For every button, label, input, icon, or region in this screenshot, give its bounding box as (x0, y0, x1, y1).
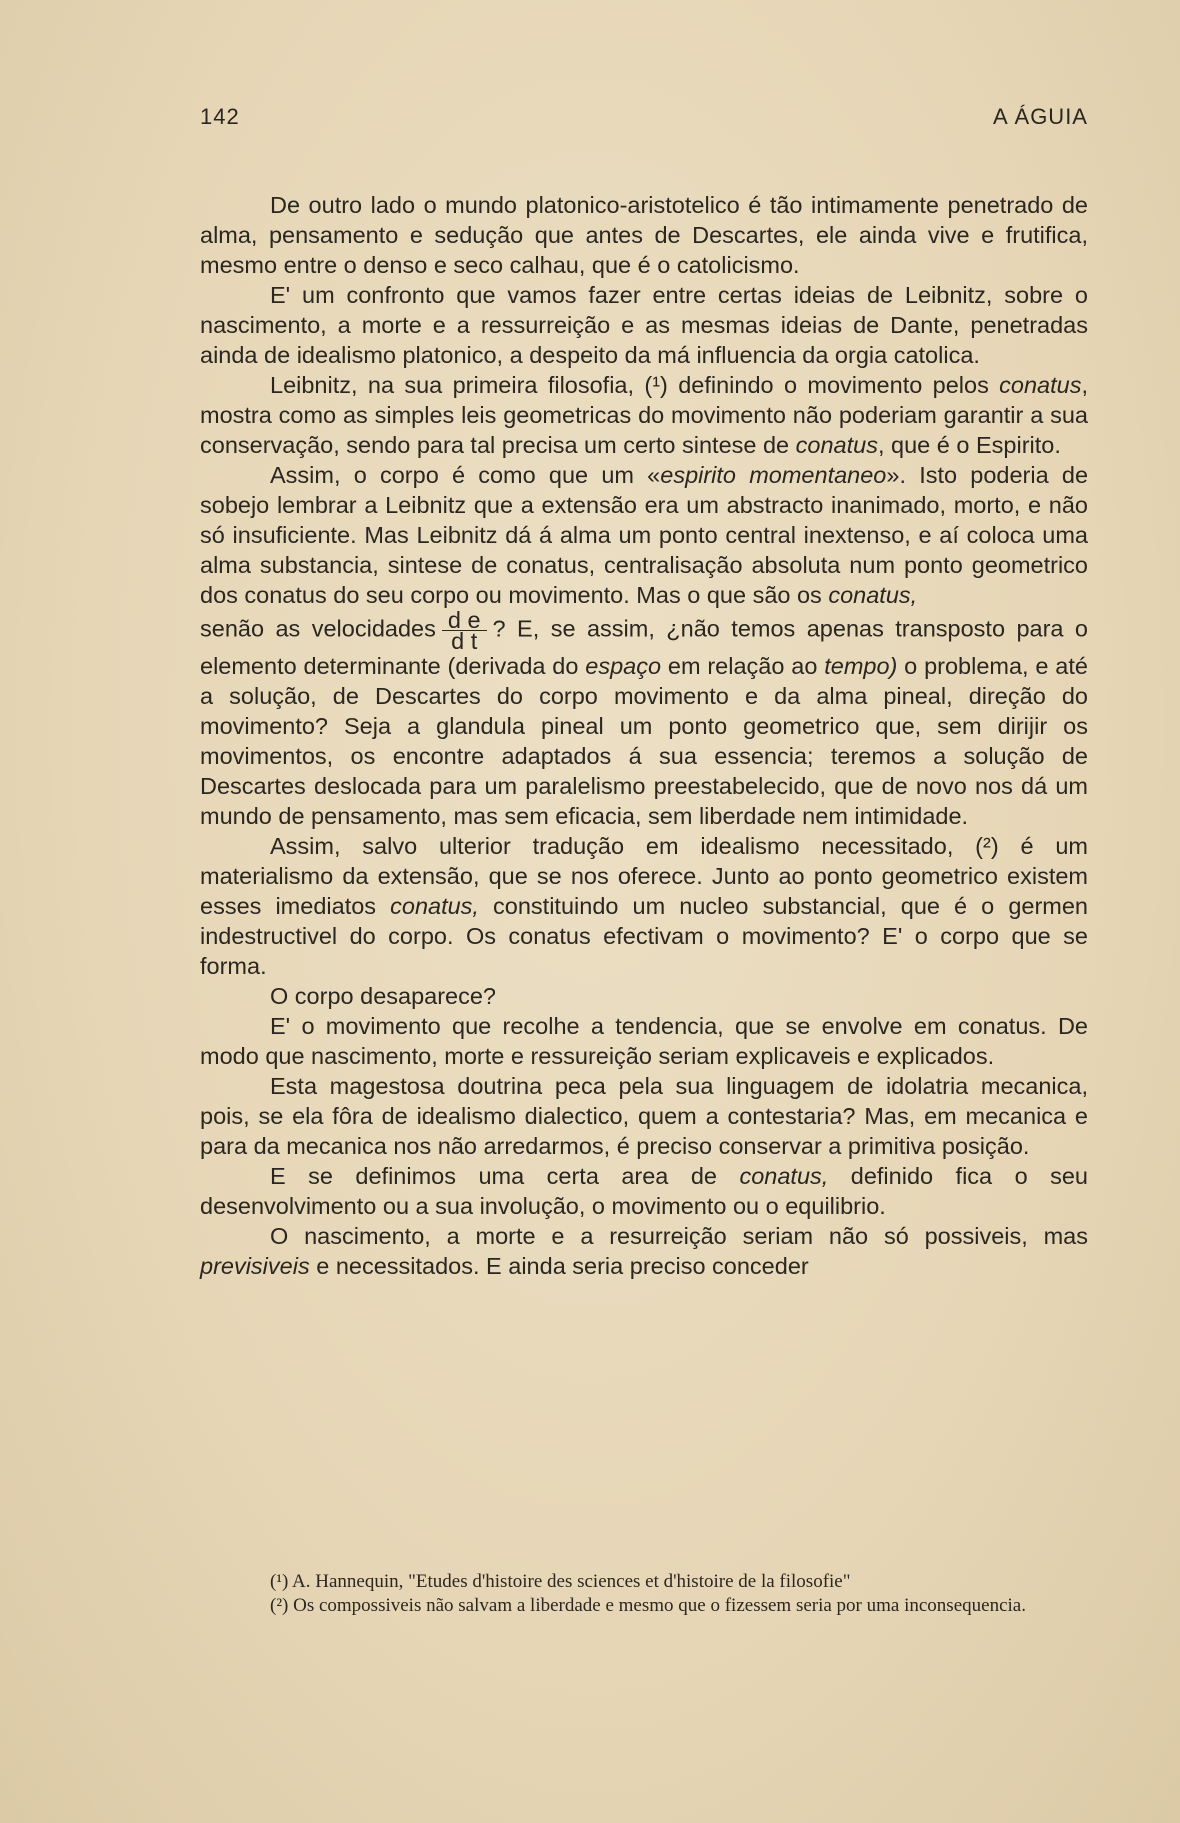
text-run: senão as velocidades (200, 615, 436, 642)
page-number: 142 (200, 104, 240, 129)
paragraph-10 (200, 1221, 1088, 1281)
text-run: , mostra como as simples leis geometricas do movimento não poderiam garantir a sua conservação, sendo para tal precisa um certo sintese de (200, 372, 1089, 458)
fraction-numerator: d e (442, 610, 487, 631)
text-run: é um materialismo da extensão, que se nos oferece. Junto ao ponto geometrico existem esses imediatos (200, 833, 1088, 919)
text-run: e necessitados. E ainda seria preciso conceder (309, 1253, 809, 1279)
italic-term: conatus, (739, 1163, 829, 1189)
text-run: definido fica o seu desenvolvimento ou a sua involução, o movimento ou o equilibrio. (200, 1163, 1088, 1219)
italic-term: previsiveis (200, 1253, 310, 1279)
body-text (200, 190, 1088, 1281)
footnote-ref-1[interactable]: (¹) (644, 372, 668, 398)
paragraph-8: Esta magestosa doutrina peca pela sua linguagem de idolatria mecanica, pois, se ela fôra de idealismo dialectico, quem a contestaria? Mas, em mecanica e para da mecanica nos não arredarmos, é preciso conservar a primitiva posição. (200, 1073, 1088, 1159)
paragraph-7: E' o movimento que recolhe a tendencia, que se envolve em conatus. De modo que nascimento, morte e ressureição seriam explicaveis e explicados. (200, 1013, 1088, 1069)
text-run: Assim, o corpo é como que um « (270, 462, 661, 488)
paragraph-1: De outro lado o mundo platonico-aristotelico é tão intimamente penetrado de alma, pensamento e sedução que antes de Descartes, ele ainda vive e frutifica, mesmo entre o denso e seco calhau, que é o catolicismo. (200, 192, 1088, 278)
italic-term: conatus, (828, 582, 918, 608)
paragraph-5 (200, 831, 1088, 981)
journal-title: A ÁGUIA (992, 104, 1088, 129)
text-run: Assim, salvo ulterior tradução em idealismo necessitado, (270, 833, 954, 859)
paragraph-4 (200, 460, 1088, 610)
text-run: constituindo um nucleo substancial, que é o germen indestructivel do corpo. Os conatus efectivam o movimento? E' o corpo que se forma. (200, 893, 1089, 979)
footnote-1: (¹) A. Hannequin, "Etudes d'histoire des sciences et d'histoire de la filosofie" (270, 1571, 851, 1592)
text-run: E se definimos uma certa area de (270, 1163, 740, 1189)
italic-term: conatus (795, 432, 878, 458)
text-run: O nascimento, a morte e a resurreição seriam não só possiveis, mas (270, 1223, 1088, 1249)
paragraph-2: E' um confronto que vamos fazer entre certas ideias de Leibnitz, sobre o nascimento, a morte e a ressurreição e as mesmas ideias de Dante, penetradas ainda de idealismo platonico, a despeito da má influencia da orgia catolica. (200, 282, 1088, 368)
text-run: o problema, e até a solução, de Descartes do corpo movimento e da alma pineal, direção do movimento? Seja a glandula pineal um ponto geometrico que, sem dirijir os movimentos, os encontre adaptados á sua essencia; teremos a solução de Descartes deslocada para um paralelismo preestabelecido, que de novo nos dá um mundo de pensamento, mas sem eficacia, sem liberdade nem intimidade. (200, 653, 1088, 829)
paragraph-3 (200, 370, 1088, 460)
formula-line (200, 607, 1089, 831)
italic-term: espirito momentaneo (660, 462, 887, 488)
paragraph-6: O corpo desaparece? (270, 983, 497, 1009)
italic-term: conatus, (390, 893, 479, 919)
paragraph-9 (200, 1161, 1088, 1221)
footnote-ref-2[interactable]: (²) (975, 833, 999, 859)
text-run: Leibnitz, na sua primeira filosofia, (270, 372, 635, 398)
footnote-2: (²) Os compossiveis não salvam a liberdade e mesmo que o fizessem seria por uma inconsequencia. (270, 1595, 1026, 1616)
text-run: ». Isto poderia de sobejo lembrar a Leibnitz que a extensão era um abstracto inanimado, morto, e não só insuficiente. Mas Leibnitz dá á alma um ponto central inextenso, e aí coloca uma alma substancia, sintese de conatus, centralisação absoluta num ponto geometrico dos conatus do seu corpo ou movimento. Mas o que são os (200, 462, 1089, 608)
italic-term: conatus (999, 372, 1082, 398)
text-run: ? E, se assim, ¿não temos apenas transposto para o elemento determinante (derivada do (200, 615, 1089, 679)
text-run: definindo o movimento pelos (667, 372, 1000, 398)
fraction-de-dt (442, 607, 487, 654)
text-run: em relação ao (661, 653, 825, 679)
fraction-denominator: d t (451, 628, 478, 654)
italic-term: espaço (585, 653, 662, 679)
italic-term: tempo) (824, 653, 898, 679)
footnotes (200, 1570, 1088, 1618)
text-run: , que é o Espirito. (877, 432, 1061, 458)
running-header (200, 104, 1088, 130)
